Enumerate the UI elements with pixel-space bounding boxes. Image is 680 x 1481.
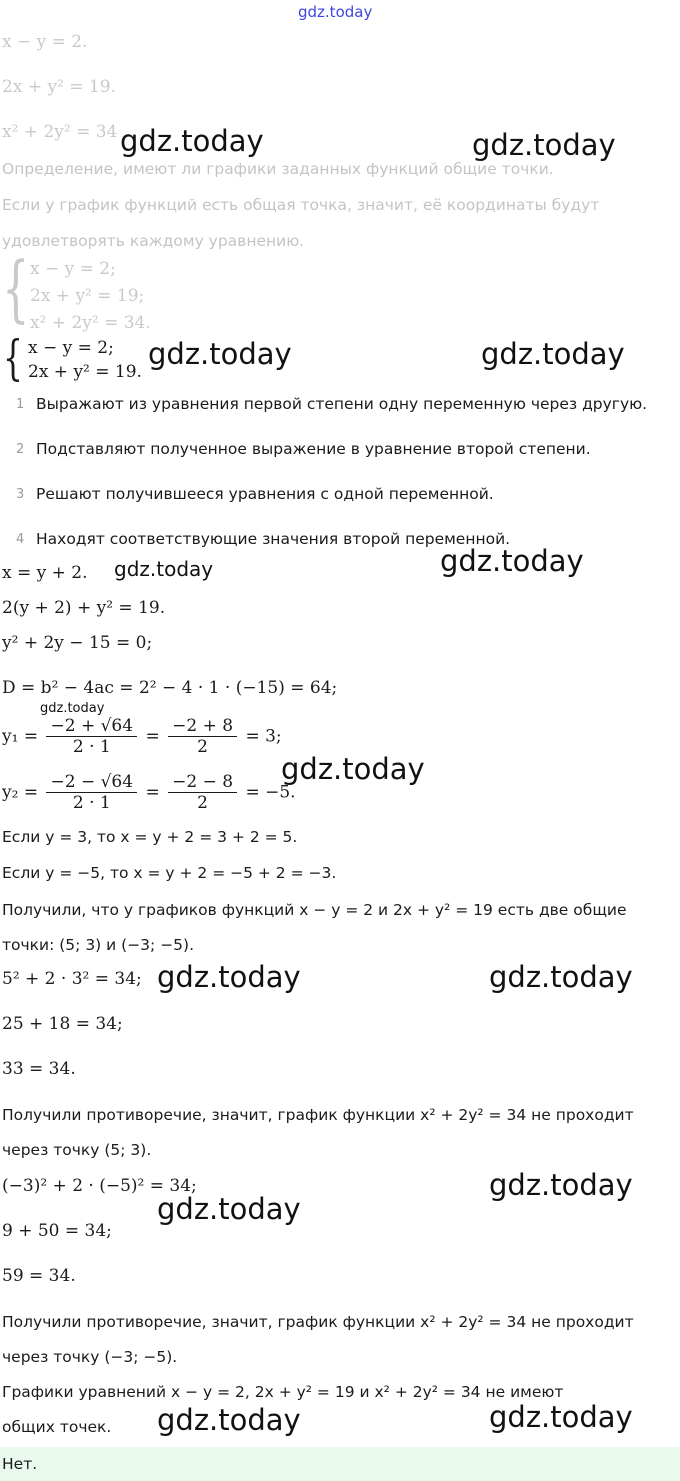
check-line: 33 = 34. (2, 1059, 76, 1079)
watermark: gdz.today (120, 124, 264, 158)
fraction-numerator: −2 − √64 (46, 772, 137, 793)
step-number: 2 (16, 442, 25, 457)
system3-row-3: x² + 2y² = 34. (30, 313, 151, 333)
system2-row-1: x − y = 2; (28, 338, 114, 358)
fraction-denominator: 2 (197, 737, 208, 757)
check-line: 9 + 50 = 34; (2, 1221, 112, 1241)
fraction-numerator: −2 − 8 (168, 772, 237, 793)
check-line: 59 = 34. (2, 1266, 76, 1286)
root-result: = −5. (245, 782, 296, 803)
fraction-denominator: 2 · 1 (72, 793, 111, 813)
initial-equation-2: 2x + y² = 19. (2, 77, 116, 97)
contradiction-line: через точку (−3; −5). (2, 1348, 178, 1366)
system-brace: { (3, 330, 23, 386)
step-number: 4 (16, 532, 25, 547)
root-result: = 3; (245, 726, 282, 747)
fraction-denominator: 2 (197, 793, 208, 813)
discriminant: D = b² − 4ac = 2² − 4 · 1 · (−15) = 64; (2, 678, 338, 698)
conclusion-line: Получили, что у графиков функций x − y = 2 и 2x + y² = 19 есть две общие (2, 901, 627, 919)
root-label: y₂ = (2, 782, 39, 803)
initial-equation-3: x² + 2y² = 34 (2, 122, 118, 142)
check-line: 5² + 2 · 3² = 34; (2, 969, 142, 989)
check-line: 25 + 18 = 34; (2, 1014, 123, 1034)
watermark: gdz.today (481, 337, 625, 371)
contradiction-line: Получили противоречие, значит, график функции x² + 2y² = 34 не проходит (2, 1106, 634, 1124)
solution-line: y² + 2y − 15 = 0; (2, 633, 153, 653)
root-label: y₁ = (2, 726, 39, 747)
watermark: gdz.today (489, 1400, 633, 1434)
watermark-top: gdz.today (298, 3, 373, 21)
initial-equation-1: x − y = 2. (2, 32, 88, 52)
answer-box (0, 1447, 680, 1481)
case-line: Если y = −5, то x = y + 2 = −5 + 2 = −3. (2, 864, 337, 882)
step-number: 1 (16, 397, 25, 412)
fraction-denominator: 2 · 1 (72, 737, 111, 757)
watermark: gdz.today (114, 557, 214, 581)
root-y2: y₂ = $\frac{-2 - √64}{2 \cdot 1}$ = $\frac{-2 - 8}{2}$ = −5. (2, 772, 296, 813)
solution-line: x = y + 2. (2, 563, 88, 583)
root-y1: y₁ = $\frac{-2 + √64}{2 \cdot 1}$ = $\frac{-2 + 8}{2}$ = 3; (2, 716, 282, 757)
intro-line-2: Если у график функций есть общая точка, значит, её координаты будут (2, 196, 600, 214)
watermark: gdz.today (148, 337, 292, 371)
final-line: общих точек. (2, 1418, 112, 1436)
solution-line: 2(y + 2) + y² = 19. (2, 598, 166, 618)
conclusion-line: точки: (5; 3) и (−3; −5). (2, 936, 195, 954)
final-line: Графики уравнений x − y = 2, 2x + y² = 19 и x² + 2y² = 34 не имеют (2, 1383, 564, 1401)
watermark: gdz.today (281, 752, 425, 786)
watermark: gdz.today (489, 1168, 633, 1202)
watermark: gdz.today (489, 960, 633, 994)
system3-row-2: 2x + y² = 19; (30, 286, 145, 306)
step-text: Подставляют полученное выражение в уравнение второй степени. (36, 440, 591, 458)
intro-line-3: удовлетворять каждому уравнению. (2, 232, 305, 250)
system-brace-faded: { (2, 246, 30, 330)
watermark: gdz.today (157, 960, 301, 994)
contradiction-line: через точку (5; 3). (2, 1141, 152, 1159)
answer-text: Нет. (2, 1455, 38, 1473)
watermark: gdz.today (157, 1192, 301, 1226)
case-line: Если y = 3, то x = y + 2 = 3 + 2 = 5. (2, 828, 298, 846)
intro-line-1: Определение, имеют ли графики заданных функций общие точки. (2, 160, 554, 178)
fraction-numerator: −2 + √64 (46, 716, 137, 737)
check-line: (−3)² + 2 · (−5)² = 34; (2, 1176, 197, 1196)
step-text: Решают получившееся уравнения с одной переменной. (36, 485, 494, 503)
watermark: gdz.today (440, 544, 584, 578)
watermark: gdz.today (40, 701, 105, 716)
system2-row-2: 2x + y² = 19. (28, 362, 142, 382)
fraction-numerator: −2 + 8 (168, 716, 237, 737)
contradiction-line: Получили противоречие, значит, график функции x² + 2y² = 34 не проходит (2, 1313, 634, 1331)
watermark: gdz.today (472, 128, 616, 162)
step-text: Выражают из уравнения первой степени одну переменную через другую. (36, 395, 648, 413)
watermark: gdz.today (157, 1403, 301, 1437)
system3-row-1: x − y = 2; (30, 259, 116, 279)
step-text: Находят соответствующие значения второй переменной. (36, 530, 511, 548)
step-number: 3 (16, 487, 25, 502)
